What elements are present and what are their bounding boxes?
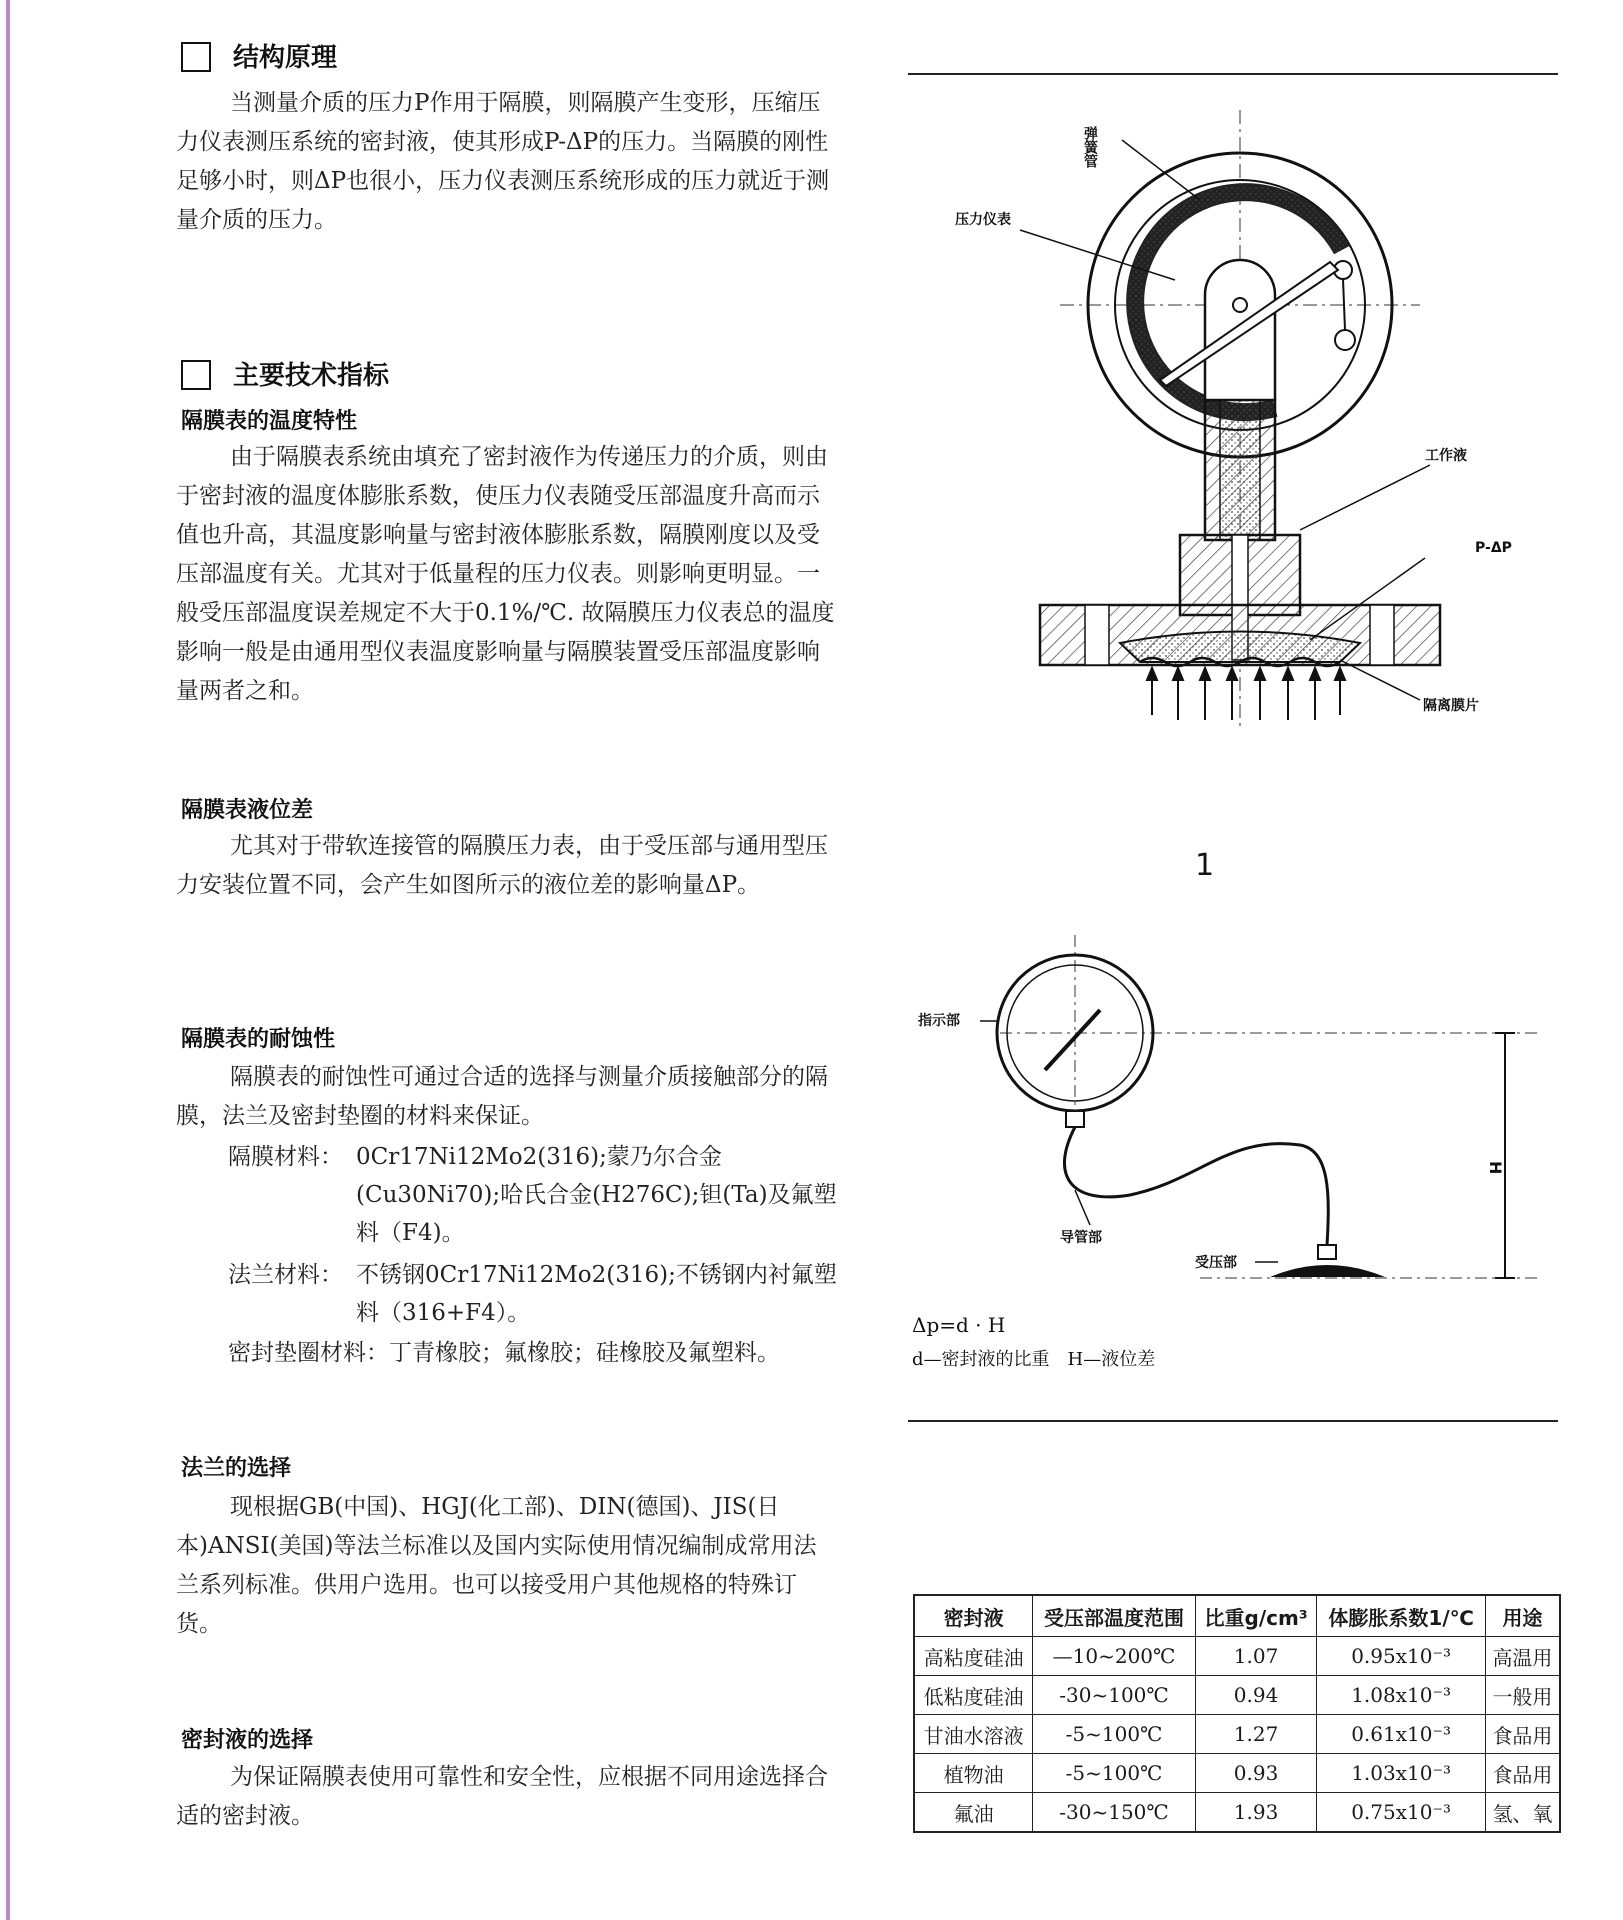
table-cell: -30~100℃ xyxy=(1033,1676,1195,1715)
label-tube: 导管部 xyxy=(1060,1230,1102,1246)
figure-caption: 1 xyxy=(1195,848,1215,883)
label-p-delta-p: P-ΔP xyxy=(1475,540,1512,556)
table-cell: -5~100℃ xyxy=(1033,1715,1195,1754)
corrosion-text: 隔膜表的耐蚀性可通过合适的选择与测量介质接触部分的隔膜，法兰及密封垫圈的材料来保证。 xyxy=(176,1064,828,1129)
subtitle-level: 隔膜表液位差 xyxy=(181,798,314,823)
figure-level-difference xyxy=(900,935,1560,1380)
table-cell: 0.94 xyxy=(1195,1676,1317,1715)
table-header: 受压部温度范围 xyxy=(1033,1595,1195,1637)
flange-text: 现根据GB(中国)、HGJ(化工部)、DIN(德国)、JIS(日本)ANSI(美国)等法兰标准以及国内实际使用情况编制成常用法兰系列标准。供用户选用。也可以接受用户其他规格的特殊订货。 xyxy=(176,1494,817,1637)
middle-rule xyxy=(908,1420,1558,1422)
table-cell: -5~100℃ xyxy=(1033,1754,1195,1793)
table-cell: 0.75x10⁻³ xyxy=(1317,1793,1485,1833)
table-cell: 高粘度硅油 xyxy=(914,1637,1033,1676)
subtitle-flange: 法兰的选择 xyxy=(181,1456,292,1481)
label-spring-tube: 弹簧管 xyxy=(1082,126,1098,168)
stem-fluid-channel xyxy=(1220,400,1260,540)
table-cell: 1.27 xyxy=(1195,1715,1317,1754)
table-cell: 甘油水溶液 xyxy=(914,1715,1033,1754)
checkbox-square xyxy=(181,360,211,390)
subtitle-fluid: 密封液的选择 xyxy=(181,1728,314,1753)
label-pressure-gauge: 压力仪表 xyxy=(955,212,1011,228)
table-header: 用途 xyxy=(1485,1595,1560,1637)
link-pivot xyxy=(1335,330,1355,350)
section-title-structure: 结构原理 xyxy=(181,37,337,74)
label-isolation-film: 隔离膜片 xyxy=(1423,698,1479,714)
section-title-specs: 主要技术指标 xyxy=(181,355,389,392)
table-cell: —10~200℃ xyxy=(1033,1637,1195,1676)
table-cell: 植物油 xyxy=(914,1754,1033,1793)
structure-text: 当测量介质的压力P作用于隔膜，则隔膜产生变形，压缩压力仪表测压系统的密封液，使其形成P-ΔP的压力。当隔膜的刚性足够小时，则ΔP也很小，压力仪表测压系统形成的压力就近于测量介质的压力。 xyxy=(176,90,830,233)
table-row xyxy=(914,1754,1560,1793)
link-rod xyxy=(1343,279,1345,330)
formula: Δp=d · H xyxy=(912,1313,1006,1337)
receiver-stem xyxy=(1318,1245,1336,1259)
capillary-tube xyxy=(1064,1127,1328,1245)
receiver-diaphragm xyxy=(1270,1265,1385,1277)
pointer-hub xyxy=(1233,298,1247,312)
table-cell: 低粘度硅油 xyxy=(914,1676,1033,1715)
label-working-fluid: 工作液 xyxy=(1425,448,1467,464)
table-cell: 高温用 xyxy=(1485,1637,1560,1676)
gauge-connector xyxy=(1066,1111,1084,1127)
table-row xyxy=(914,1637,1560,1676)
table-cell: 0.61x10⁻³ xyxy=(1317,1715,1485,1754)
table-cell: 1.93 xyxy=(1195,1793,1317,1833)
seal-fluid-table xyxy=(913,1594,1561,1833)
table-cell: 0.95x10⁻³ xyxy=(1317,1637,1485,1676)
formula-legend: d—密封液的比重 H—液位差 xyxy=(912,1349,1156,1370)
material-label: 法兰材料： xyxy=(228,1262,343,1288)
flange-bolt-hole xyxy=(1370,605,1394,665)
table-header: 比重g/cm³ xyxy=(1195,1595,1317,1637)
table-header-row xyxy=(914,1595,1560,1637)
top-rule xyxy=(908,73,1558,75)
material-diaphragm xyxy=(228,1138,868,1252)
table-cell: 氢、氧 xyxy=(1485,1793,1560,1833)
table-cell: -30~150℃ xyxy=(1033,1793,1195,1833)
table-row xyxy=(914,1715,1560,1754)
subtitle-temperature: 隔膜表的温度特性 xyxy=(181,409,358,434)
table-cell: 1.08x10⁻³ xyxy=(1317,1676,1485,1715)
table-cell: 食品用 xyxy=(1485,1754,1560,1793)
material-value: 0Cr17Ni12Mo2(316);蒙乃尔合金(Cu30Ni70);哈氏合金(H276C);钽(Ta)及氟塑料（F4)。 xyxy=(356,1144,837,1246)
flange-bolt-hole xyxy=(1085,605,1109,665)
material-flange xyxy=(228,1256,868,1332)
table-header: 密封液 xyxy=(914,1595,1033,1637)
table-cell: 1.07 xyxy=(1195,1637,1317,1676)
page-edge-line xyxy=(6,0,10,1920)
pressure-arrows xyxy=(1147,668,1345,720)
level-text: 尤其对于带软连接管的隔膜压力表，由于受压部与通用型压力安装位置不同，会产生如图所示的液位差的影响量ΔP。 xyxy=(176,833,828,898)
checkbox-square xyxy=(181,42,211,72)
material-label: 隔膜材料： xyxy=(228,1144,343,1170)
label-h: H xyxy=(1486,1161,1505,1175)
label-receiver: 受压部 xyxy=(1195,1255,1237,1271)
table-cell: 0.93 xyxy=(1195,1754,1317,1793)
table-cell: 1.03x10⁻³ xyxy=(1317,1754,1485,1793)
fluid-text: 为保证隔膜表使用可靠性和安全性，应根据不同用途选择合适的密封液。 xyxy=(176,1764,828,1829)
table-row xyxy=(914,1676,1560,1715)
table-cell: 食品用 xyxy=(1485,1715,1560,1754)
table-cell: 一般用 xyxy=(1485,1676,1560,1715)
subtitle-corrosion: 隔膜表的耐蚀性 xyxy=(181,1027,336,1052)
temperature-text: 由于隔膜表系统由填充了密封液作为传递压力的介质，则由于密封液的温度体膨胀系数，使压力仪表随受压部温度升高而示值也升高，其温度影响量与密封液体膨胀系数，隔膜刚度以及受压部温度有关。尤其对于低量程的压力仪表。则影响更明显。一般受压部温度误差规定不大于0.1%/℃. 故隔膜压力仪表总的温度影响一般是由通用型仪表温度影响量与隔膜装置受压部温度影响量两者之和。 xyxy=(176,444,835,704)
table-header: 体膨胀系数1/℃ xyxy=(1317,1595,1485,1637)
material-value: 不锈钢0Cr17Ni12Mo2(316);不锈钢内衬氟塑料（316+F4）。 xyxy=(356,1262,837,1326)
table-cell: 氟油 xyxy=(914,1793,1033,1833)
table-row xyxy=(914,1793,1560,1833)
figure-diaphragm-gauge xyxy=(900,90,1560,900)
pointer-needle xyxy=(1045,1010,1100,1070)
material-gasket: 密封垫圈材料：丁青橡胶；氟橡胶；硅橡胶及氟塑料。 xyxy=(228,1340,780,1366)
label-indicator: 指示部 xyxy=(918,1013,960,1029)
